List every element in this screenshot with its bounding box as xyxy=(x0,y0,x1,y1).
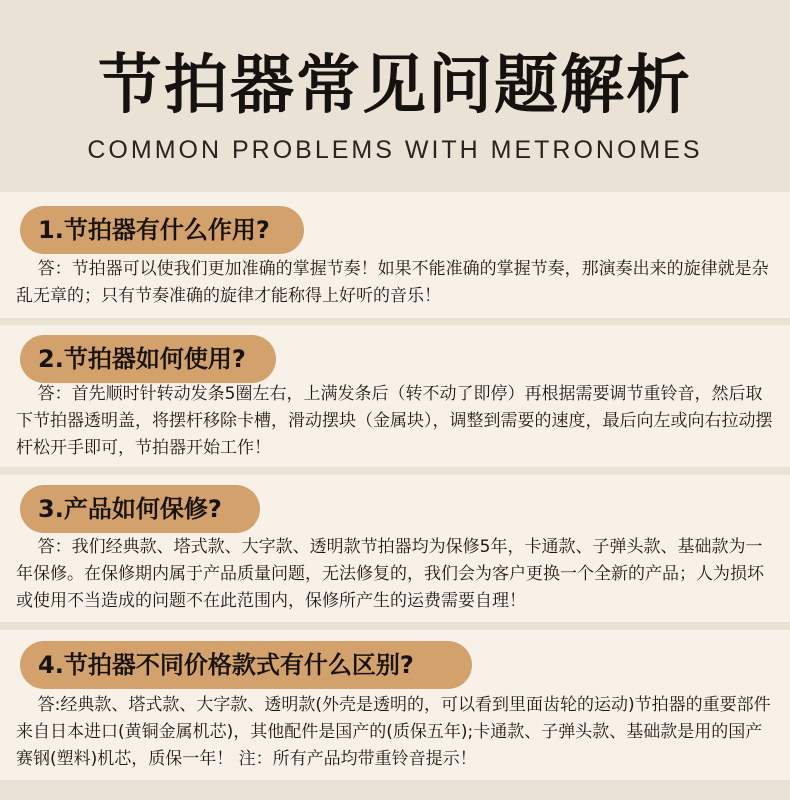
faq-question-4: 4.节拍器不同价格款式有什么区别? xyxy=(20,641,472,689)
faq-card-4 xyxy=(0,630,790,780)
faq-answer-3: 答：我们经典款、塔式款、大字款、透明款节拍器均为保修5年，卡通款、子弹头款、基础款为一年保修。在保修期内属于产品质量问题，无法修复的，我们会为客户更换一个全新的产品；人为损坏或使用不当造成的问题不在此范围内，保修所产生的运费需要自理！ xyxy=(16,537,764,611)
faq-question-3: 3.产品如何保修? xyxy=(20,485,260,533)
faq-question-1: 1.节拍器有什么作用? xyxy=(20,206,304,254)
page-subtitle: COMMON PROBLEMS WITH METRONOMES xyxy=(87,136,703,164)
faq-answer-2: 答：首先顺时针转动发条5圈左右，上满发条后（转不动了即停）再根据需要调节重铃音，然后取下节拍器透明盖，将摆杆移除卡槽，滑动摆块（金属块），调整到需要的速度，最后向左或向右拉动摆杆松开手即可，节拍器开始工作！ xyxy=(16,384,773,458)
faq-answer-4: 答:经典款、塔式款、大字款、透明款(外壳是透明的，可以看到里面齿轮的运动)节拍器的重要部件来自日本进口(黄铜金属机芯)，其他配件是国产的(质保五年);卡通款、子弹头款、基础款是用的国产赛钢(塑料)机芯，质保一年！ 注：所有产品均带重铃音提示！ xyxy=(16,695,771,769)
faq-question-2: 2.节拍器如何使用? xyxy=(20,335,276,383)
faq-card-1 xyxy=(0,192,790,318)
faq-answer-1: 答：节拍器可以使我们更加准确的掌握节奏！如果不能准确的掌握节奏，那演奏出来的旋律就是杂乱无章的；只有节奏准确的旋律才能称得上好听的音乐！ xyxy=(16,259,769,306)
page-title: 节拍器常见问题解析 xyxy=(98,49,692,123)
faq-card-3 xyxy=(0,475,790,622)
faq-card-2 xyxy=(0,325,790,467)
page-header xyxy=(0,0,790,192)
